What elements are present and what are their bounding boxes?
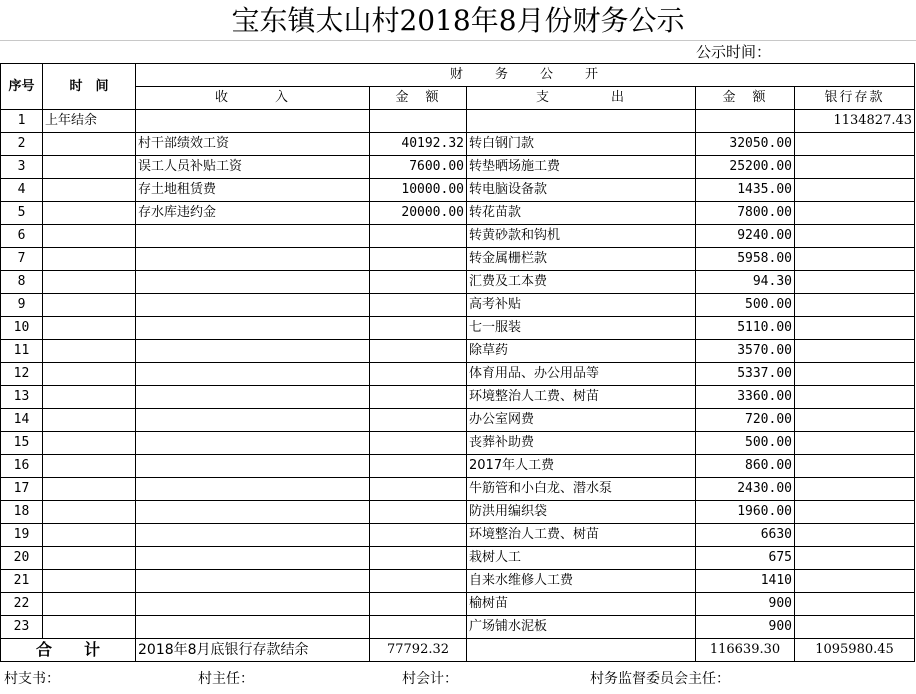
row-income	[136, 432, 370, 455]
table-row	[1, 317, 915, 340]
row-income-amount: 40192.32	[370, 133, 467, 156]
row-bank	[795, 340, 915, 363]
row-expense: 广场铺水泥板	[467, 616, 696, 639]
table-row	[1, 501, 915, 524]
row-expense-amount: 3570.00	[696, 340, 795, 363]
row-bank	[795, 317, 915, 340]
row-expense-amount: 1960.00	[696, 501, 795, 524]
row-income: 村干部绩效工资	[136, 133, 370, 156]
table-row	[1, 363, 915, 386]
row-seq: 17	[1, 478, 43, 501]
row-expense: 2017年人工费	[467, 455, 696, 478]
row-bank	[795, 409, 915, 432]
row-seq: 19	[1, 524, 43, 547]
row-expense-amount: 32050.00	[696, 133, 795, 156]
row-seq: 21	[1, 570, 43, 593]
row-expense-amount: 7800.00	[696, 202, 795, 225]
row-bank	[795, 248, 915, 271]
row-expense: 转花苗款	[467, 202, 696, 225]
row-expense-amount: 5958.00	[696, 248, 795, 271]
table-row	[1, 110, 915, 133]
row-income: 误工人员补贴工资	[136, 156, 370, 179]
row-bank	[795, 294, 915, 317]
row-income-amount	[370, 593, 467, 616]
row-income-amount	[370, 225, 467, 248]
total-expense-blank	[467, 639, 696, 662]
row-income-amount	[370, 110, 467, 133]
row-time	[43, 363, 136, 386]
row-expense: 丧葬补助费	[467, 432, 696, 455]
row-income-amount	[370, 317, 467, 340]
row-seq: 18	[1, 501, 43, 524]
row-expense-amount: 9240.00	[696, 225, 795, 248]
table-row	[1, 386, 915, 409]
table-row	[1, 409, 915, 432]
finance-table	[0, 63, 915, 662]
row-income-amount	[370, 363, 467, 386]
row-expense-amount: 500.00	[696, 294, 795, 317]
row-expense: 体育用品、办公用品等	[467, 363, 696, 386]
row-expense-amount: 675	[696, 547, 795, 570]
row-income-amount	[370, 455, 467, 478]
row-bank	[795, 593, 915, 616]
row-income	[136, 409, 370, 432]
row-income	[136, 294, 370, 317]
header-time: 时 间	[43, 64, 136, 110]
footer-supervisor: 村务监督委员会主任：	[590, 671, 730, 687]
row-expense-amount: 500.00	[696, 432, 795, 455]
header-finance: 财 务 公 开	[136, 64, 915, 87]
row-income-amount	[370, 524, 467, 547]
row-seq: 20	[1, 547, 43, 570]
row-expense: 高考补贴	[467, 294, 696, 317]
row-time	[43, 501, 136, 524]
table-row	[1, 202, 915, 225]
row-seq: 23	[1, 616, 43, 639]
row-bank	[795, 386, 915, 409]
row-bank	[795, 225, 915, 248]
row-income	[136, 478, 370, 501]
row-bank	[795, 616, 915, 639]
row-bank	[795, 202, 915, 225]
row-income	[136, 616, 370, 639]
row-time	[43, 386, 136, 409]
row-expense: 办公室网费	[467, 409, 696, 432]
table-row	[1, 248, 915, 271]
row-time	[43, 225, 136, 248]
row-time	[43, 432, 136, 455]
table-row	[1, 225, 915, 248]
row-expense-amount: 720.00	[696, 409, 795, 432]
row-income	[136, 570, 370, 593]
row-seq: 22	[1, 593, 43, 616]
row-seq: 15	[1, 432, 43, 455]
row-expense: 转电脑设备款	[467, 179, 696, 202]
row-expense-amount: 25200.00	[696, 156, 795, 179]
row-expense: 栽树人工	[467, 547, 696, 570]
row-expense-amount: 3360.00	[696, 386, 795, 409]
row-seq: 8	[1, 271, 43, 294]
row-expense: 转金属栅栏款	[467, 248, 696, 271]
row-expense: 转白钢门款	[467, 133, 696, 156]
total-label: 合 计	[1, 639, 136, 662]
total-note: 2018年8月底银行存款结余	[136, 639, 370, 662]
total-row	[1, 639, 915, 662]
row-expense: 七一服装	[467, 317, 696, 340]
row-income	[136, 501, 370, 524]
row-income-amount	[370, 478, 467, 501]
row-time: 上年结余	[43, 110, 136, 133]
row-expense: 防洪用编织袋	[467, 501, 696, 524]
row-seq: 12	[1, 363, 43, 386]
row-income-amount	[370, 248, 467, 271]
row-bank	[795, 432, 915, 455]
table-row	[1, 271, 915, 294]
row-expense: 牛筋管和小白龙、潜水泵	[467, 478, 696, 501]
row-expense: 自来水维修人工费	[467, 570, 696, 593]
row-income: 存土地租赁费	[136, 179, 370, 202]
table-body	[1, 110, 915, 639]
header-expense: 支 出	[467, 87, 696, 110]
row-income	[136, 363, 370, 386]
row-bank	[795, 501, 915, 524]
table-row	[1, 432, 915, 455]
row-expense-amount: 2430.00	[696, 478, 795, 501]
row-income	[136, 271, 370, 294]
row-bank	[795, 524, 915, 547]
row-expense-amount: 1410	[696, 570, 795, 593]
row-time	[43, 202, 136, 225]
row-income	[136, 593, 370, 616]
row-seq: 5	[1, 202, 43, 225]
total-expense-amount: 116639.30	[696, 639, 795, 662]
row-income	[136, 110, 370, 133]
row-expense-amount: 5337.00	[696, 363, 795, 386]
row-income-amount	[370, 570, 467, 593]
row-expense-amount: 6630	[696, 524, 795, 547]
row-bank	[795, 455, 915, 478]
row-bank	[795, 547, 915, 570]
publish-time-label: 公示时间：	[696, 43, 772, 61]
row-seq: 14	[1, 409, 43, 432]
row-seq: 16	[1, 455, 43, 478]
row-seq: 4	[1, 179, 43, 202]
row-bank: 1134827.43	[795, 110, 915, 133]
row-income-amount	[370, 501, 467, 524]
row-seq: 11	[1, 340, 43, 363]
table-row	[1, 455, 915, 478]
row-expense	[467, 110, 696, 133]
signature-footer	[0, 668, 916, 690]
row-income	[136, 386, 370, 409]
table-row	[1, 179, 915, 202]
header-income: 收 入	[136, 87, 370, 110]
footer-secretary: 村支书：	[4, 671, 60, 687]
row-expense: 环境整治人工费、树苗	[467, 386, 696, 409]
row-bank	[795, 156, 915, 179]
row-bank	[795, 133, 915, 156]
row-income: 存水库违约金	[136, 202, 370, 225]
row-seq: 10	[1, 317, 43, 340]
row-income-amount	[370, 340, 467, 363]
row-income-amount: 10000.00	[370, 179, 467, 202]
row-time	[43, 317, 136, 340]
table-row	[1, 340, 915, 363]
row-expense-amount: 860.00	[696, 455, 795, 478]
row-income	[136, 547, 370, 570]
footer-director: 村主任：	[198, 671, 254, 687]
row-expense-amount: 5110.00	[696, 317, 795, 340]
table-row	[1, 570, 915, 593]
row-income-amount	[370, 271, 467, 294]
row-time	[43, 409, 136, 432]
header-income-amount: 金 额	[370, 87, 467, 110]
row-income-amount: 7600.00	[370, 156, 467, 179]
row-income	[136, 225, 370, 248]
table-row	[1, 593, 915, 616]
row-income-amount: 20000.00	[370, 202, 467, 225]
table-row	[1, 547, 915, 570]
row-time	[43, 156, 136, 179]
page-title: 宝东镇太山村2018年8月份财务公示	[231, 4, 685, 37]
row-income-amount	[370, 547, 467, 570]
row-expense: 榆树苗	[467, 593, 696, 616]
row-expense-amount: 900	[696, 593, 795, 616]
table-row	[1, 478, 915, 501]
row-bank	[795, 271, 915, 294]
row-expense-amount	[696, 110, 795, 133]
row-bank	[795, 478, 915, 501]
row-income	[136, 455, 370, 478]
footer-accountant: 村会计：	[402, 671, 458, 687]
row-expense: 除草药	[467, 340, 696, 363]
row-time	[43, 547, 136, 570]
row-expense-amount: 1435.00	[696, 179, 795, 202]
row-seq: 7	[1, 248, 43, 271]
header-seq: 序号	[1, 64, 43, 110]
row-seq: 9	[1, 294, 43, 317]
row-seq: 3	[1, 156, 43, 179]
row-income	[136, 340, 370, 363]
total-bank: 1095980.45	[795, 639, 915, 662]
row-expense: 汇费及工本费	[467, 271, 696, 294]
row-time	[43, 455, 136, 478]
row-income-amount	[370, 432, 467, 455]
table-row	[1, 524, 915, 547]
table-row	[1, 616, 915, 639]
total-income-amount: 77792.32	[370, 639, 467, 662]
row-seq: 2	[1, 133, 43, 156]
row-bank	[795, 363, 915, 386]
header-bank: 银行存款	[795, 87, 915, 110]
row-time	[43, 179, 136, 202]
row-bank	[795, 570, 915, 593]
row-time	[43, 524, 136, 547]
row-time	[43, 271, 136, 294]
table-row	[1, 294, 915, 317]
table-row	[1, 133, 915, 156]
row-income-amount	[370, 294, 467, 317]
row-seq: 13	[1, 386, 43, 409]
row-time	[43, 593, 136, 616]
row-income	[136, 248, 370, 271]
row-income-amount	[370, 409, 467, 432]
row-expense: 环境整治人工费、树苗	[467, 524, 696, 547]
row-expense-amount: 94.30	[696, 271, 795, 294]
table-row	[1, 156, 915, 179]
row-time	[43, 248, 136, 271]
row-income	[136, 317, 370, 340]
row-time	[43, 616, 136, 639]
row-time	[43, 294, 136, 317]
row-seq: 1	[1, 110, 43, 133]
row-time	[43, 478, 136, 501]
title-divider	[0, 40, 916, 41]
row-income-amount	[370, 386, 467, 409]
row-income-amount	[370, 616, 467, 639]
header-expense-amount: 金 额	[696, 87, 795, 110]
row-expense: 转垫晒场施工费	[467, 156, 696, 179]
row-income	[136, 524, 370, 547]
row-expense-amount: 900	[696, 616, 795, 639]
row-bank	[795, 179, 915, 202]
row-time	[43, 570, 136, 593]
row-expense: 转黄砂款和钩机	[467, 225, 696, 248]
row-seq: 6	[1, 225, 43, 248]
row-time	[43, 133, 136, 156]
row-time	[43, 340, 136, 363]
